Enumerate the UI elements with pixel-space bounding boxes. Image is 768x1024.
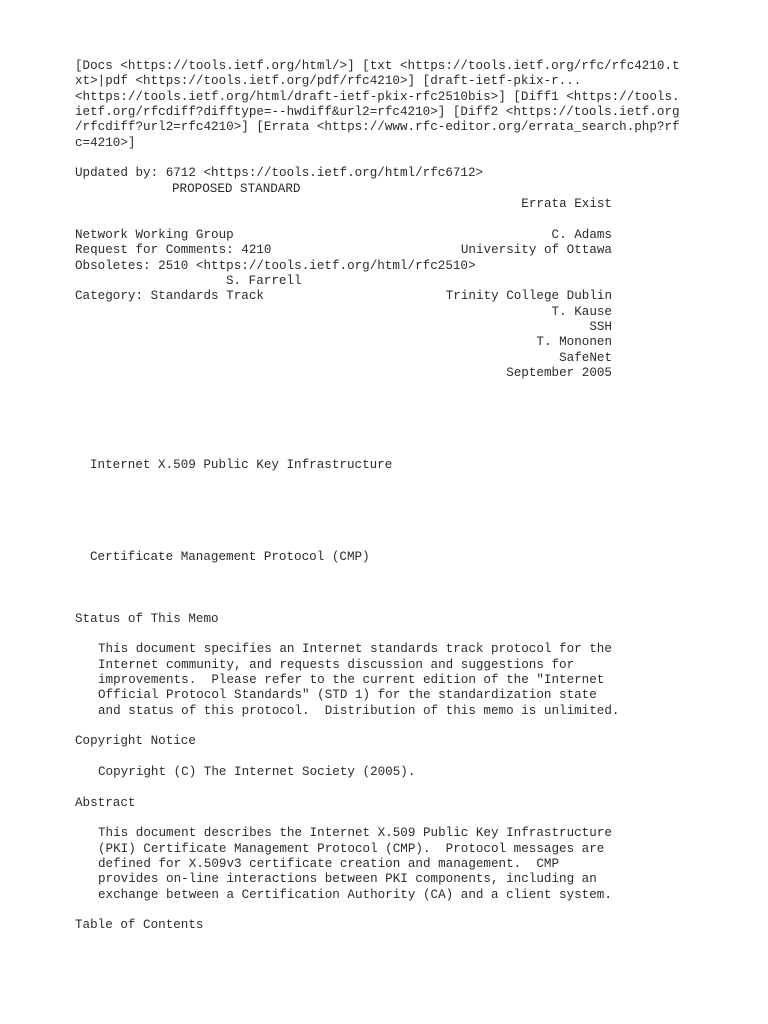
status-heading: Status of This Memo [75, 612, 219, 626]
title-line-1: Internet X.509 Public Key Infrastructure [90, 458, 393, 472]
status-body-1: This document specifies an Internet standards track protocol for the [98, 642, 612, 656]
author-kause: T. Kause [551, 305, 612, 319]
pub-date: September 2005 [506, 366, 612, 380]
org-safenet: SafeNet [559, 351, 612, 365]
abstract-body-5: exchange between a Certification Authority (CA) and a client system. [98, 888, 612, 902]
title-line-2: Certificate Management Protocol (CMP) [90, 550, 370, 564]
header-links-line-5[interactable]: /rfcdiff?url2=rfc4210>] [Errata <https://www.rfc-editor.org/errata_search.php?rf [75, 120, 680, 134]
rfc-number: Request for Comments: 4210 [75, 243, 272, 257]
toc-heading: Table of Contents [75, 918, 204, 932]
header-links-line-4[interactable]: ietf.org/rfcdiff?difftype=--hwdiff&url2=rfc4210>] [Diff2 <https://tools.ietf.org [75, 105, 680, 119]
obsoletes[interactable]: Obsoletes: 2510 <https://tools.ietf.org/html/rfc2510> [75, 259, 476, 273]
author-adams: C. Adams [551, 228, 612, 242]
abstract-body-1: This document describes the Internet X.509 Public Key Infrastructure [98, 826, 612, 840]
abstract-body-4: provides on-line interactions between PKI components, including an [98, 872, 597, 886]
copyright-heading: Copyright Notice [75, 734, 196, 748]
header-links-line-2[interactable]: xt>|pdf <https://tools.ietf.org/pdf/rfc4210>] [draft-ietf-pkix-r... [75, 74, 582, 88]
header-links-line-1[interactable]: [Docs <https://tools.ietf.org/html/>] [txt <https://tools.ietf.org/rfc/rfc4210.t [75, 59, 680, 73]
abstract-heading: Abstract [75, 796, 136, 810]
header-links-line-6[interactable]: c=4210>] [75, 136, 136, 150]
header-links-line-3[interactable]: <https://tools.ietf.org/html/draft-ietf-pkix-rfc2510bis>] [Diff1 <https://tools. [75, 90, 680, 104]
org-ottawa: University of Ottawa [460, 243, 612, 257]
status-label: PROPOSED STANDARD [172, 182, 301, 196]
author-mononen: T. Mononen [536, 335, 612, 349]
status-body-3: improvements. Please refer to the current edition of the "Internet [98, 673, 605, 687]
org-ssh: SSH [589, 320, 612, 334]
updated-by[interactable]: Updated by: 6712 <https://tools.ietf.org/html/rfc6712> [75, 166, 484, 180]
status-body-5: and status of this protocol. Distribution of this memo is unlimited. [98, 704, 620, 718]
abstract-body-2: (PKI) Certificate Management Protocol (CMP). Protocol messages are [98, 842, 605, 856]
working-group: Network Working Group [75, 228, 234, 242]
status-body-2: Internet community, and requests discussion and suggestions for [98, 658, 575, 672]
org-trinity: Trinity College Dublin [445, 289, 612, 303]
abstract-body-3: defined for X.509v3 certificate creation and management. CMP [98, 857, 560, 871]
author-farrell: S. Farrell [226, 274, 302, 288]
status-body-4: Official Protocol Standards" (STD 1) for the standardization state [98, 688, 597, 702]
category: Category: Standards Track [75, 289, 264, 303]
copyright-body: Copyright (C) The Internet Society (2005). [98, 765, 416, 779]
errata-label: Errata Exist [521, 197, 612, 211]
